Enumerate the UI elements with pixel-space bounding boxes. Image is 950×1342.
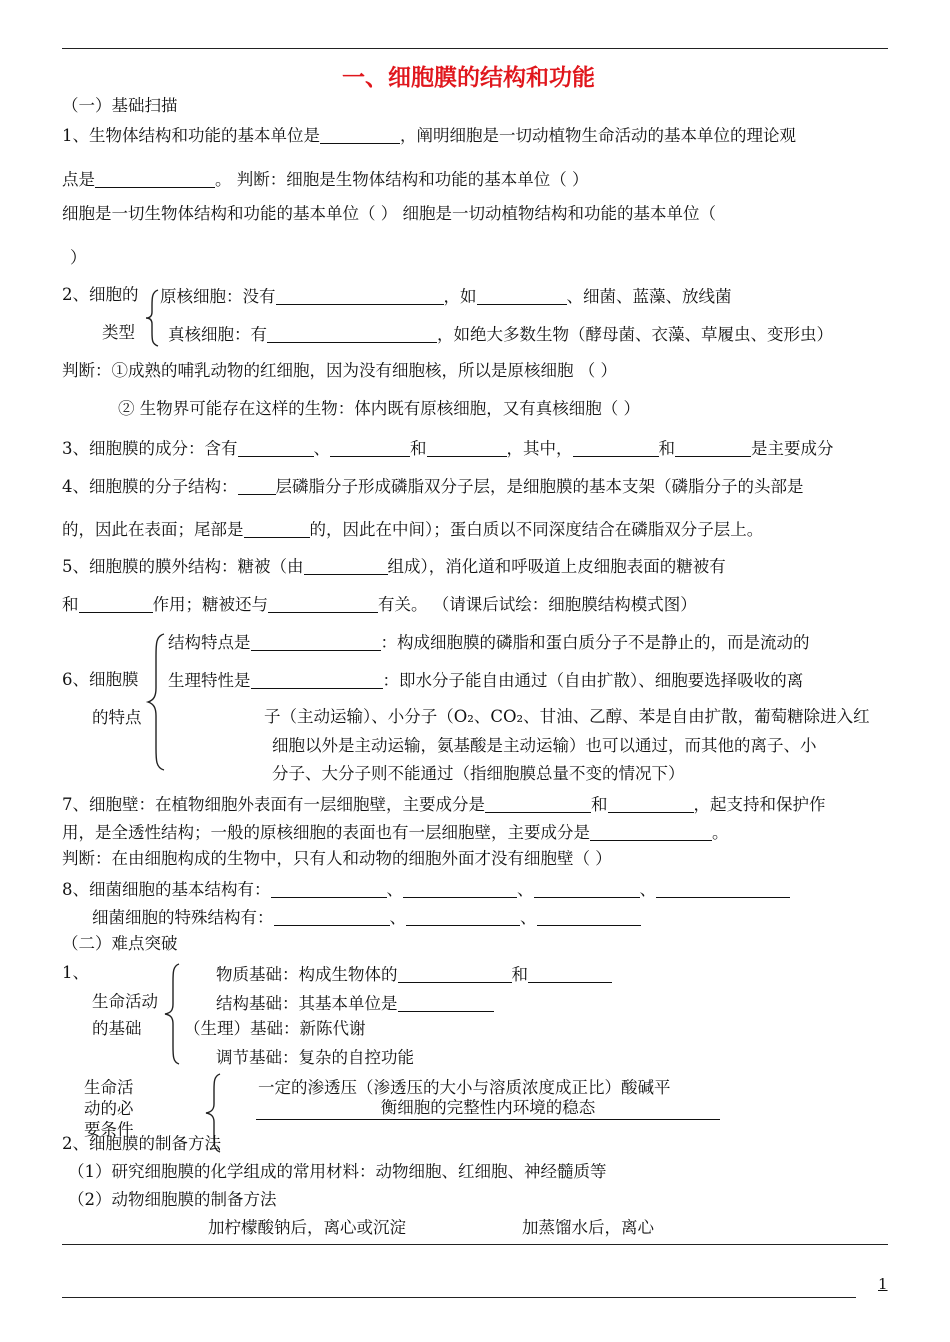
blank[interactable]: [268, 595, 378, 613]
q3-line: 3、细胞膜的成分：含有 、 和 ，其中， 和 是主要成分: [62, 438, 834, 458]
q1-line3: 细胞是一切生物体结构和功能的基本单位（ ） 细胞是一切动植物结构和功能的基本单位（: [62, 204, 716, 223]
q4-line1: 4、细胞膜的分子结构： 层磷脂分子形成磷脂双分子层，是细胞膜的基本支架（磷脂分子的头部是: [62, 476, 804, 496]
bottom-rule: [62, 1244, 888, 1245]
blank[interactable]: [267, 325, 437, 343]
blank[interactable]: [251, 671, 383, 689]
blank[interactable]: [330, 439, 410, 457]
blank[interactable]: [403, 880, 517, 898]
blank[interactable]: [238, 477, 276, 495]
footer-rule: [62, 1297, 856, 1298]
blank[interactable]: [238, 439, 314, 457]
d1-regulation: 调节基础：复杂的自控功能: [216, 1048, 414, 1067]
q6-detail-3: 分子、大分子则不能通过（指细胞膜总量不变的情况下）: [272, 764, 685, 783]
q2-label-a: 2、细胞的: [62, 285, 139, 304]
blank[interactable]: [95, 170, 215, 188]
blank[interactable]: [590, 823, 712, 841]
brace: [146, 632, 168, 772]
q6-physiology: 生理特性是 ：即水分子能自由通过（自由扩散）、细胞要选择吸收的离: [168, 670, 804, 690]
blank[interactable]: [477, 287, 567, 305]
blank[interactable]: [304, 557, 388, 575]
blank[interactable]: [406, 908, 520, 926]
conditions-line2: 衡细胞的完整性内环境的稳态: [256, 1100, 720, 1120]
blank[interactable]: [398, 994, 494, 1012]
q1-line1: 1、生物体结构和功能的基本单位是 ，阐明细胞是一切动植物生命活动的基本单位的理论观: [62, 125, 796, 145]
section-basic: （一）基础扫描: [62, 96, 178, 115]
q6-detail-1: 子（主动运输）、小分子（O₂、CO₂、甘油、乙醇、苯是自由扩散，葡萄糖除进入红: [264, 707, 870, 726]
q2-prokaryote: 原核细胞：没有 ，如 、细菌、蓝藻、放线菌: [160, 286, 732, 306]
blank[interactable]: [398, 965, 512, 983]
blank[interactable]: [537, 908, 641, 926]
d1-number: 1、: [62, 963, 89, 982]
q7-line1: 7、细胞壁：在植物细胞外表面有一层细胞壁，主要成分是 和 ，起支持和保护作: [62, 794, 826, 814]
q2-judge-1: 判断：①成熟的哺乳动物的红细胞，因为没有细胞核，所以是原核细胞 （ ）: [62, 361, 617, 380]
q6-structure: 结构特点是 ：构成细胞膜的磷脂和蛋白质分子不是静止的，而是流动的: [168, 632, 810, 652]
blank[interactable]: [573, 439, 659, 457]
blank[interactable]: [675, 439, 751, 457]
d1-physiology: （生理）基础：新陈代谢: [184, 1019, 366, 1038]
q1-line4: ）: [70, 248, 87, 267]
d2-method-2: 加蒸馏水后，离心: [522, 1218, 654, 1237]
d1-label-b: 的基础: [92, 1019, 142, 1038]
q6-label-a: 6、细胞膜: [62, 670, 139, 689]
d2-method-1: 加柠檬酸钠后，离心或沉淀: [208, 1218, 406, 1237]
q6-detail-2: 细胞以外是主动运输，氨基酸是主动运输）也可以通过，而其他的离子、小: [272, 736, 817, 755]
d2-title: 2、细胞膜的制备方法: [62, 1134, 221, 1153]
section-difficult: （二）难点突破: [62, 934, 178, 953]
q1-line2: 点是 。 判断：细胞是生物体结构和功能的基本单位（ ）: [62, 169, 589, 189]
conditions-label-c: 要条件: [84, 1120, 134, 1139]
blank[interactable]: [528, 965, 612, 983]
q8-line2: 细菌细胞的特殊结构有： 、 、: [92, 908, 641, 926]
q6-label-b: 的特点: [92, 708, 142, 727]
blank[interactable]: [79, 595, 153, 613]
top-rule: [62, 48, 888, 49]
blank[interactable]: [320, 126, 400, 144]
blank[interactable]: [276, 287, 444, 305]
blank[interactable]: [608, 795, 694, 813]
blank[interactable]: [244, 520, 310, 538]
conditions-line1: 一定的渗透压（渗透压的大小与溶质浓度成正比）酸碱平: [258, 1078, 671, 1097]
d1-structure: 结构基础：其基本单位是: [216, 994, 494, 1012]
conditions-label-a: 生命活: [84, 1078, 134, 1097]
q2-label-b: 类型: [102, 323, 135, 342]
blank[interactable]: [271, 880, 387, 898]
conditions-label-b: 动的必: [84, 1099, 134, 1118]
d1-label-a: 生命活动: [92, 992, 158, 1011]
page-number: 1: [878, 1275, 888, 1293]
q5-line2: 和 作用；糖被还与 有关。 （请课后试绘：细胞膜结构模式图）: [62, 594, 697, 614]
q8-line1: 8、细菌细胞的基本结构有： 、 、 、: [62, 880, 790, 898]
blank[interactable]: [534, 880, 640, 898]
d2-point-2: （2）动物细胞膜的制备方法: [68, 1190, 277, 1209]
d1-material: 物质基础：构成生物体的 和: [216, 965, 612, 983]
blank[interactable]: [485, 795, 591, 813]
q7-judge: 判断：在由细胞构成的生物中，只有人和动物的细胞外面才没有细胞壁（ ）: [62, 849, 612, 868]
brace: [163, 962, 183, 1066]
blank[interactable]: [427, 439, 507, 457]
d2-point-1: （1）研究细胞膜的化学组成的常用材料：动物细胞、红细胞、神经髓质等: [68, 1162, 607, 1181]
blank[interactable]: [274, 908, 390, 926]
blank[interactable]: [656, 880, 790, 898]
q2-judge-2: ② 生物界可能存在这样的生物：体内既有原核细胞，又有真核细胞（ ）: [118, 399, 640, 418]
q4-line2: 的，因此在表面；尾部是 的，因此在中间）；蛋白质以不同深度结合在磷脂双分子层上。: [62, 519, 764, 539]
q7-line2: 用，是全透性结构；一般的原核细胞的表面也有一层细胞壁，主要成分是 。: [62, 822, 729, 842]
q5-line1: 5、细胞膜的膜外结构：糖被（由 组成），消化道和呼吸道上皮细胞表面的糖被有: [62, 556, 726, 576]
blank[interactable]: [251, 633, 381, 651]
q2-eukaryote: 真核细胞：有 ，如绝大多数生物（酵母菌、衣藻、草履虫、变形虫）: [168, 324, 833, 344]
page-title: 一、细胞膜的结构和功能: [342, 64, 595, 91]
